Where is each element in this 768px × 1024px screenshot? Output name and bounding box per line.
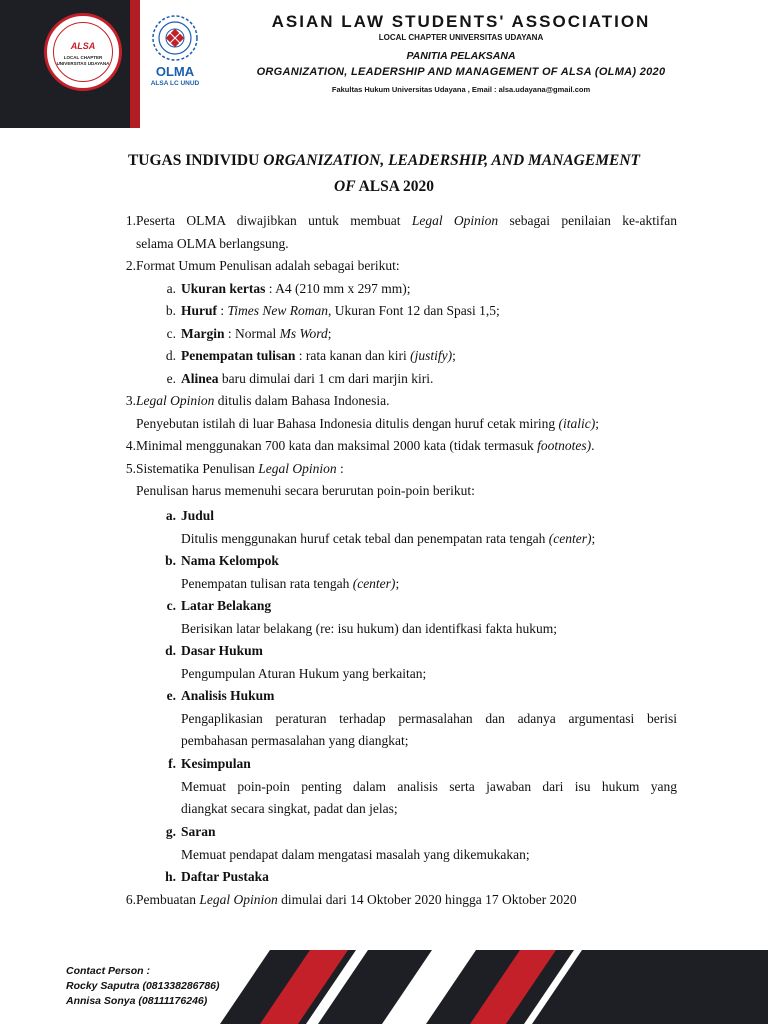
olma-logo-name: OLMA xyxy=(155,64,195,79)
title-italic-1: ORGANIZATION, LEADERSHIP, AND MANAGEMENT xyxy=(263,152,641,169)
page-footer xyxy=(0,950,768,1024)
org-subtitle: LOCAL CHAPTER UNIVERSITAS UDAYANA xyxy=(378,33,544,42)
item-text-cont: selama OLMA berlangsung. xyxy=(136,235,289,251)
item-text: Peserta OLMA diwajibkan untuk membuat Legal Opinion sebagai penilaian ke-aktifan xyxy=(136,213,677,228)
item-number: 6. xyxy=(125,891,136,907)
letterhead-red-stripe xyxy=(130,0,140,128)
event-name: ORGANIZATION, LEADERSHIP AND MANAGEMENT OF ALSA (OLMA) 2020 xyxy=(256,66,666,78)
olma-logo xyxy=(144,14,206,104)
alsa-seal-logo xyxy=(44,13,122,91)
item-number: 4. xyxy=(125,438,136,453)
contact-person-block xyxy=(66,964,220,1009)
contact-person-1: Rocky Saputra (081338286786) xyxy=(66,980,220,992)
title-italic-2: OF xyxy=(334,178,356,195)
letterhead xyxy=(0,0,768,128)
org-title: ASIAN LAW STUDENTS' ASSOCIATION xyxy=(271,12,651,31)
olma-logo-sub: ALSA LC UNUD xyxy=(150,80,200,87)
contact-line: Fakultas Hukum Universitas Udayana , Email : alsa.udayana@gmail.com xyxy=(331,85,591,94)
item-number: 5. xyxy=(125,460,136,476)
title-plain-2: ALSA 2020 xyxy=(355,178,434,195)
item-number: 2. xyxy=(125,258,136,273)
seal-line1: LOCAL CHAPTER xyxy=(63,55,103,60)
seal-line2: UNIVERSITAS UDAYANA xyxy=(56,61,110,66)
seal-name: ALSA xyxy=(70,41,96,51)
item-text: Format Umum Penulisan adalah sebagai berikut: xyxy=(136,258,400,273)
contact-person-2: Annisa Sonya (08111176246) xyxy=(66,995,208,1007)
panitia-label: PANITIA PELAKSANA xyxy=(406,50,516,62)
title-plain-1: TUGAS INDIVIDU xyxy=(127,152,264,169)
document-title xyxy=(80,148,688,200)
item-text-cont: Penyebutan istilah di luar Bahasa Indonesia ditulis dengan huruf cetak miring (italic); xyxy=(136,415,600,431)
item-intro: Penulisan harus memenuhi secara berurutan poin-poin berikut: xyxy=(136,483,475,498)
item-number: 1. xyxy=(125,213,136,228)
contact-label: Contact Person : xyxy=(66,965,151,977)
item-number: 3. xyxy=(125,393,136,408)
